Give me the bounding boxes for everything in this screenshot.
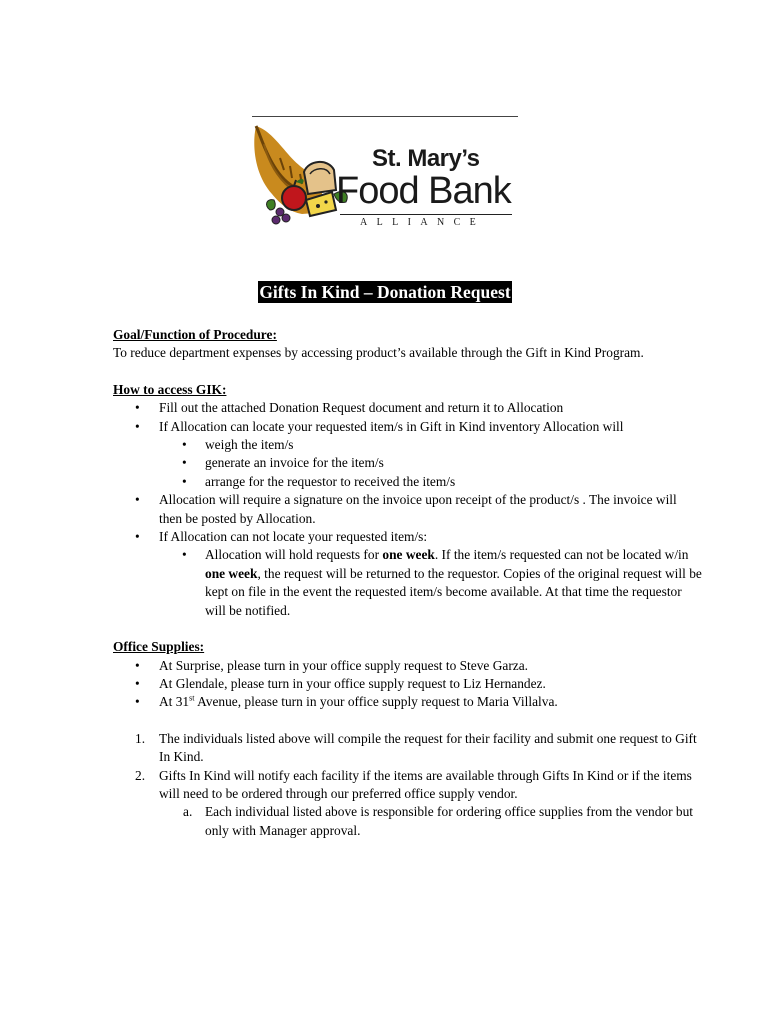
list-item — [113, 491, 703, 528]
supplies-heading: Office Supplies: — [113, 639, 205, 655]
substep-list — [159, 803, 703, 840]
logo-food-bank-line: Food Bank — [336, 170, 511, 212]
bullet-icon: • — [135, 492, 140, 508]
step-number: 2. — [135, 767, 146, 783]
list-item — [159, 546, 703, 620]
title-wrap — [0, 281, 770, 303]
list-item — [113, 675, 703, 693]
supplies-item-31st: At 31st Avenue, please turn in your office supply request to Maria Villalva. — [159, 693, 558, 710]
bullet-icon: • — [182, 455, 187, 471]
supplies-item-surprise: At Surprise, please turn in your office supply request to Steve Garza. — [159, 657, 529, 673]
logo-alliance-line: ALLIANCE — [360, 217, 486, 228]
supplies-item-glendale: At Glendale, please turn in your office supply request to Liz Hernandez. — [159, 675, 546, 691]
substep-text: Each individual listed above is responsible for ordering office supplies from the vendor but only with Manager approval. — [205, 804, 694, 838]
list-item — [113, 399, 703, 417]
bullet-icon: • — [135, 400, 140, 416]
list-item — [113, 657, 703, 675]
bullet-icon: • — [182, 437, 187, 453]
bullet-icon: • — [135, 675, 140, 691]
list-item — [113, 418, 703, 492]
bullet-icon: • — [135, 529, 140, 545]
list-item — [113, 730, 703, 767]
supplies-list — [113, 657, 703, 712]
food-bank-logo — [250, 114, 522, 234]
step-text: The individuals listed above will compile the request for their facility and submit one request to Gift In Kind. — [159, 730, 697, 765]
list-item — [159, 803, 703, 840]
access-sub-item: arrange for the requestor to received the item/s — [205, 473, 456, 489]
step-number: 1. — [135, 730, 146, 746]
access-sub-item: generate an invoice for the item/s — [205, 455, 384, 471]
goal-heading: Goal/Function of Procedure: — [113, 327, 277, 342]
bullet-icon: • — [135, 657, 140, 673]
emphasis-one-week: one week — [382, 547, 435, 563]
access-sub-list-2 — [159, 546, 703, 620]
document-title: Gifts In Kind – Donation Request — [259, 282, 511, 302]
access-sub-list — [159, 436, 703, 491]
steps-list — [113, 730, 703, 840]
list-item — [159, 436, 703, 454]
logo-name-line: St. Mary’s — [372, 145, 480, 172]
access-list — [113, 399, 703, 620]
list-item — [159, 473, 703, 491]
access-item-4: If Allocation can not locate your requested item/s: — [159, 529, 428, 545]
hold-request-text: Allocation will hold requests for one week. If the item/s requested can not be located w/in one week, the request will be returned to the requestor. Copies of the original request will be kept on file in the event the requested item/s become available. At that time the requestor will be notified. — [205, 547, 702, 618]
access-item-1: Fill out the attached Donation Request document and return it to Allocation — [159, 400, 564, 416]
logo-underline — [340, 214, 512, 215]
bullet-icon: • — [182, 547, 187, 563]
access-sub-item: weigh the item/s — [205, 437, 294, 453]
list-item — [159, 454, 703, 472]
bullet-icon: • — [182, 473, 187, 489]
emphasis-one-week: one week — [205, 565, 258, 581]
bullet-icon: • — [135, 418, 140, 434]
document-body — [113, 326, 703, 840]
substep-letter: a. — [183, 804, 193, 820]
bullet-icon: • — [135, 694, 140, 710]
list-item — [113, 528, 703, 620]
list-item — [113, 693, 703, 711]
list-item — [113, 767, 703, 841]
access-item-3: Allocation will require a signature on the invoice upon receipt of the product/s . The invoice will then be posted by Allocation. — [159, 492, 677, 526]
access-item-2: If Allocation can locate your requested item/s in Gift in Kind inventory Allocation will — [159, 418, 624, 434]
goal-text: To reduce department expenses by accessing product’s available through the Gift in Kind Program. — [113, 345, 644, 361]
step-text: Gifts In Kind will notify each facility if the items are available through Gifts In Kind or if the items will need to be ordered through our preferred office supply vendor. — [159, 767, 692, 801]
access-heading: How to access GIK: — [113, 381, 227, 397]
